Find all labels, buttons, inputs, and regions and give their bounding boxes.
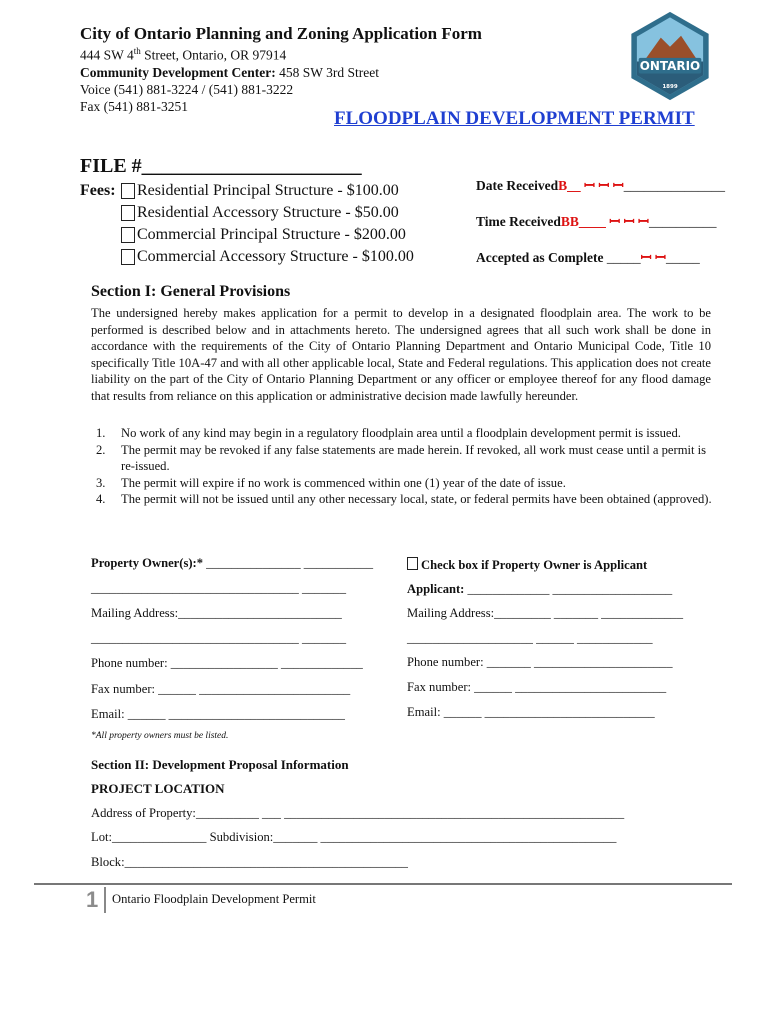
- section2-title: Section II: Development Proposal Information: [91, 757, 349, 772]
- list-item: [96, 475, 716, 492]
- fee-checkbox[interactable]: [121, 249, 135, 265]
- list-text: The permit will expire if no work is commenced within one (1) year of the date of issue.: [121, 475, 566, 490]
- time-received-field[interactable]: [476, 212, 716, 230]
- owner-phone-line: _________________ _____________: [167, 656, 363, 670]
- owner-phone-field[interactable]: [91, 656, 363, 671]
- applicant-mailing-label: Mailing Address:: [407, 606, 495, 620]
- page-number: 1: [86, 887, 99, 912]
- general-provisions-text: The undersigned hereby makes application for a permit to develop in a designated floodplain area. The work to be performed is described below and in attachments hereto. The undersigned agrees that all such work shall be done in accordance with the requirements of the City of Ontario Planning Department and Ontario Municipal Code, Title 10 specifically Title 10A-47 and with all other applicable local, State and Federal regulations. This application does not create liability on the part of the City of Ontario Planning Department or any officer or employee thereof for any flood damage that results from reliance on this application or administrative decision made lawfully hereunder.: [91, 306, 711, 403]
- list-number: 1.: [96, 426, 106, 440]
- lot-label: Lot:: [91, 830, 112, 844]
- fee-label: Commercial Principal Structure - $200.00: [137, 226, 406, 243]
- list-number: 4.: [96, 492, 106, 507]
- block-line: _____________________________________________: [124, 855, 408, 869]
- lot-subdivision-field[interactable]: [91, 830, 616, 845]
- office-address: [80, 46, 286, 64]
- block-field[interactable]: [91, 855, 408, 870]
- list-text: The permit may be revoked if any false statements are made herein. If revoked, all work must cease until a permit is re-issued.: [121, 442, 707, 474]
- permit-title: FLOODPLAIN DEVELOPMENT PERMIT: [334, 108, 695, 129]
- date-received-field[interactable]: [476, 176, 725, 194]
- applicant-phone-label: Phone number:: [407, 655, 484, 669]
- city-logo: [624, 10, 716, 102]
- fee-checkbox[interactable]: [121, 205, 135, 221]
- owner-is-applicant-label: Check box if Property Owner is Applicant: [421, 558, 648, 572]
- accepted-label: Accepted as Complete: [476, 250, 604, 265]
- footer-text: Ontario Floodplain Development Permit: [112, 892, 316, 906]
- property-address-line: __________ ___ ______________________________________________________: [195, 806, 625, 820]
- fee-label: Residential Principal Structure - $100.00: [137, 182, 399, 199]
- fee-option-commercial-accessory[interactable]: [121, 248, 414, 266]
- applicant-fax-label: Fax number:: [407, 680, 472, 694]
- fee-label: Commercial Accessory Structure - $100.00: [137, 248, 414, 265]
- applicant-email-line: ______ ___________________________: [440, 705, 655, 719]
- list-text: The permit will not be issued until any other necessary local, state, or federal permits have been obtained (approved).: [121, 492, 712, 507]
- address-text-rest: Street, Ontario, OR 97914: [140, 47, 287, 63]
- section1-title: Section I: General Provisions: [91, 283, 291, 300]
- owners-note: *All property owners must be listed.: [91, 731, 229, 741]
- form-title: City of Ontario Planning and Zoning Application Form: [80, 24, 482, 43]
- applicant-line: _____________ ___________________: [464, 582, 673, 596]
- owner-mailing-address-line-2[interactable]: _________________________________ _______: [91, 631, 347, 645]
- applicant-phone-field[interactable]: [407, 655, 673, 670]
- file-number-field[interactable]: FILE #______________________: [80, 155, 362, 177]
- list-item: [96, 442, 716, 475]
- owner-fax-line: ______ ________________________: [155, 682, 351, 696]
- applicant-phone-line: _______ ______________________: [483, 655, 673, 669]
- applicant-fax-line: ______ ________________________: [471, 680, 667, 694]
- applicant-mailing-address-field[interactable]: [407, 606, 683, 621]
- property-owner-line-2[interactable]: _________________________________ _______: [91, 581, 347, 595]
- cdc-label: Community Development Center:: [80, 65, 276, 80]
- applicant-email-label: Email:: [407, 705, 441, 719]
- footer-divider: [104, 887, 106, 913]
- applicant-field[interactable]: [407, 582, 672, 597]
- owner-email-field[interactable]: [91, 707, 345, 722]
- owner-email-line: ______ ____________________________: [124, 707, 345, 721]
- list-number: 3.: [96, 475, 106, 490]
- applicant-label: Applicant:: [407, 582, 465, 596]
- owner-mailing-line: __________________________: [178, 606, 342, 620]
- lot-line: _______________: [112, 830, 207, 844]
- owner-email-label: Email:: [91, 707, 125, 721]
- applicant-mailing-line: _________ _______ _____________: [494, 606, 684, 620]
- time-received-line: __________: [648, 214, 717, 229]
- fee-checkbox[interactable]: [121, 183, 135, 199]
- fee-label: Residential Accessory Structure - $50.00: [137, 204, 399, 221]
- owner-mailing-address-field[interactable]: [91, 606, 342, 621]
- date-received-line: _______________: [623, 178, 725, 193]
- accepted-line: _____: [665, 250, 700, 265]
- applicant-fax-field[interactable]: [407, 680, 666, 695]
- fees-label: Fees:: [80, 182, 116, 199]
- list-text: No work of any kind may begin in a regulatory floodplain area until a floodplain development permit is issued.: [121, 426, 681, 440]
- footer-rule: [34, 883, 732, 885]
- applicant-email-field[interactable]: [407, 705, 655, 720]
- property-owner-line: _______________ ___________: [203, 556, 374, 570]
- owner-is-applicant-checkbox[interactable]: [407, 557, 647, 573]
- list-item: [96, 491, 716, 508]
- checkbox-icon[interactable]: [407, 557, 418, 570]
- community-development-center: [80, 65, 379, 81]
- fee-option-residential-accessory[interactable]: [121, 204, 399, 222]
- subdivision-label: Subdivision:: [206, 830, 274, 844]
- fax-number: Fax (541) 881-3251: [80, 99, 188, 114]
- date-received-marks: B__ ꟷ ꟷ ꟷ: [558, 178, 624, 193]
- accepted-marks: ꟷ ꟷ: [640, 250, 666, 265]
- cdc-value: 458 SW 3rd Street: [275, 65, 379, 80]
- owner-phone-label: Phone number:: [91, 656, 168, 670]
- fee-checkbox[interactable]: [121, 227, 135, 243]
- address-superscript: th: [133, 46, 141, 56]
- list-number: 2.: [96, 442, 106, 457]
- property-address-field[interactable]: [91, 806, 624, 821]
- fee-option-commercial-principal[interactable]: [121, 226, 406, 244]
- address-text: 444 SW 4: [80, 47, 134, 63]
- provisions-list: [96, 425, 716, 508]
- accepted-complete-field[interactable]: [476, 248, 700, 266]
- voice-phone: Voice (541) 881-3224 / (541) 881-3222: [80, 82, 294, 97]
- fee-option-residential-principal[interactable]: [121, 182, 399, 200]
- logo-name: ONTARIO: [639, 58, 701, 73]
- date-received-label: Date Received: [476, 178, 559, 193]
- project-location-heading: PROJECT LOCATION: [91, 781, 225, 796]
- block-label: Block:: [91, 855, 125, 869]
- property-owner-field[interactable]: [91, 556, 373, 571]
- section1-paragraph: [91, 305, 711, 405]
- property-address-label: Address of Property:: [91, 806, 196, 820]
- time-received-label: Time Received: [476, 214, 561, 229]
- accepted-line-pre: _____: [606, 250, 641, 265]
- owner-fax-field[interactable]: [91, 682, 350, 697]
- logo-year: 1899: [662, 84, 678, 91]
- property-owner-label: Property Owner(s):*: [91, 556, 204, 570]
- subdivision-line: _______ _______________________________________________: [273, 830, 617, 844]
- owner-fax-label: Fax number:: [91, 682, 156, 696]
- time-received-marks: BB____ ꟷ ꟷ ꟷ: [560, 214, 649, 229]
- applicant-mailing-address-line-2[interactable]: ____________________ ______ ____________: [407, 631, 653, 645]
- owner-mailing-label: Mailing Address:: [91, 606, 179, 620]
- list-item: [96, 425, 716, 442]
